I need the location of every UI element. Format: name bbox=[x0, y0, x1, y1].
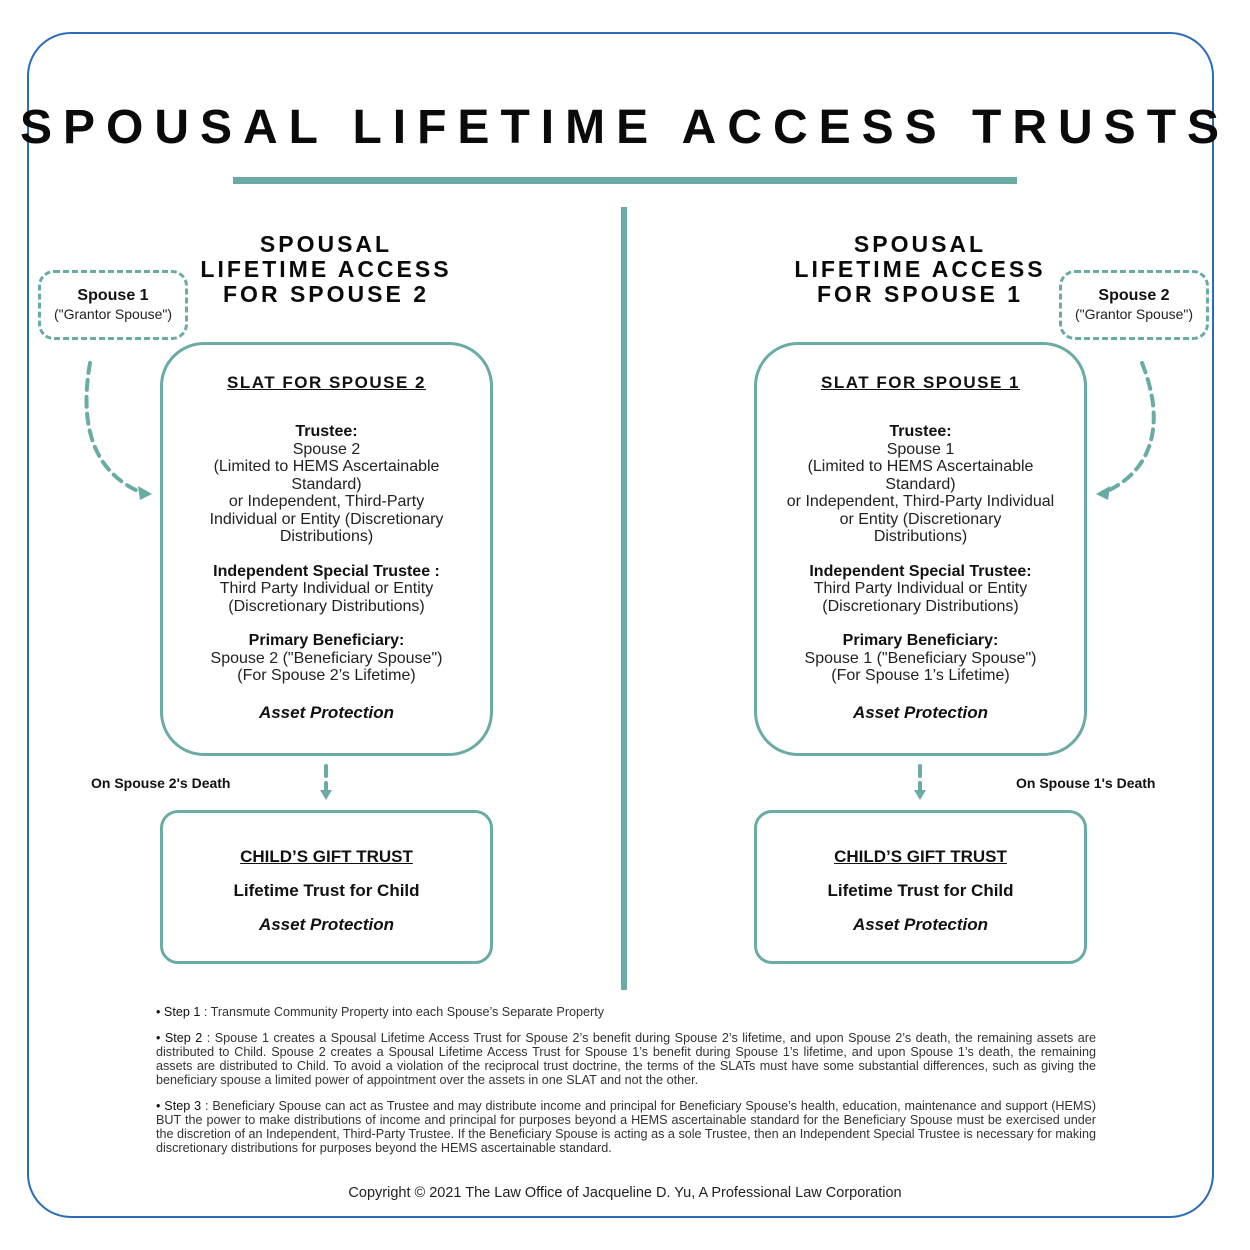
step-text: Transmute Community Property into each Spouse’s Separate Property bbox=[210, 1005, 605, 1019]
right-grantor-role: ("Grantor Spouse") bbox=[1074, 306, 1194, 322]
right-special-trustee-label: Independent Special Trustee: bbox=[809, 562, 1032, 580]
left-trustee-line: Standard) bbox=[291, 475, 362, 493]
right-child-trust-title: CHILD’S GIFT TRUST bbox=[834, 847, 1007, 866]
left-down-arrowhead-icon bbox=[320, 790, 332, 800]
left-curved-arrowhead-icon bbox=[138, 486, 152, 500]
left-heading-line-2: LIFETIME ACCESS bbox=[200, 256, 452, 282]
step-text: Beneficiary Spouse can act as Trustee and may distribute income and principal for Beneficiary Spouse’s health, education, maintenance and support (HEMS) BUT the power to make distributions of income and principal for purposes beyond a HEMS ascertainable standard for the Beneficiary Spouse must be exercised under the discretion of an Independent, Third-Party Trustee. If the Beneficiary Spouse is acting as a sole Trustee, then an Independent Special Trustee is necessary for making discretionary distributions for purposes beyond the HEMS ascertainable standard. bbox=[156, 1099, 1097, 1155]
step-separator: : bbox=[201, 1099, 213, 1113]
step-3 bbox=[156, 1099, 1096, 1155]
left-slat-asset-protection: Asset Protection bbox=[258, 702, 395, 722]
left-trustee-line: or Independent, Third-Party bbox=[228, 493, 425, 510]
step-separator: : bbox=[200, 1005, 211, 1019]
step-label: Step 3 bbox=[164, 1099, 202, 1113]
left-special-trustee-label: Independent Special Trustee : bbox=[213, 562, 440, 580]
right-special-trustee-line: Third Party Individual or Entity bbox=[813, 580, 1028, 597]
step-1 bbox=[156, 1005, 1096, 1019]
right-heading-line-1: SPOUSAL bbox=[853, 231, 987, 257]
page-title: SPOUSAL LIFETIME ACCESS TRUSTS bbox=[19, 101, 1231, 154]
left-grantor-role: ("Grantor Spouse") bbox=[53, 306, 173, 322]
right-trustee-line: or Entity (Discretionary bbox=[839, 510, 1002, 528]
right-trustee-line: Distributions) bbox=[873, 528, 968, 545]
left-beneficiary-label: Primary Beneficiary: bbox=[248, 632, 405, 649]
left-special-trustee-line: Third Party Individual or Entity bbox=[219, 580, 434, 597]
right-special-trustee-line: (Discretionary Distributions) bbox=[822, 597, 1019, 615]
bullet-icon: • bbox=[156, 1099, 161, 1113]
right-beneficiary-label: Primary Beneficiary: bbox=[842, 632, 999, 649]
step-separator: : bbox=[202, 1031, 215, 1045]
left-heading-line-3: FOR SPOUSE 2 bbox=[223, 281, 429, 307]
step-2 bbox=[156, 1031, 1096, 1087]
right-slat-asset-protection: Asset Protection bbox=[852, 702, 989, 722]
left-child-trust-title: CHILD’S GIFT TRUST bbox=[240, 847, 413, 866]
right-trustee-line: (Limited to HEMS Ascertainable bbox=[807, 458, 1034, 475]
left-heading-line-1: SPOUSAL bbox=[259, 231, 393, 257]
step-text: Spouse 1 creates a Spousal Lifetime Access Trust for Spouse 2’s benefit during Spouse 2’s lifetime, and upon Spouse 2’s death, the remaining assets are distributed to Child. Spouse 2 creates a Spousal Lifetime Access Trust for Spouse 1’s benefit during Spouse 1’s lifetime, and upon Spouse 1’s death, the remaining assets are distributed to Child. To avoid a violation of the reciprocal trust doctrine, the terms of the SLATs must have some substantial differences, such as giving the beneficiary spouse a limited power of appointment over the assets in one SLAT and not the other. bbox=[156, 1031, 1096, 1087]
right-down-arrowhead-icon bbox=[914, 790, 926, 800]
right-grantor-curved-arrow bbox=[1105, 363, 1154, 492]
right-child-asset-protection: Asset Protection bbox=[852, 915, 989, 934]
step-label: Step 1 bbox=[163, 1005, 201, 1019]
right-trustee-label: Trustee: bbox=[889, 423, 952, 440]
left-beneficiary-line: Spouse 2 ("Beneficiary Spouse") bbox=[210, 649, 443, 667]
left-trustee-line: (Limited to HEMS Ascertainable bbox=[213, 458, 440, 475]
right-death-label: On Spouse 1's Death bbox=[1016, 775, 1156, 791]
right-beneficiary-line: Spouse 1 ("Beneficiary Spouse") bbox=[804, 649, 1037, 667]
left-trustee-label: Trustee: bbox=[295, 423, 358, 440]
left-child-trust-subtitle: Lifetime Trust for Child bbox=[233, 881, 420, 900]
right-grantor-name: Spouse 2 bbox=[1098, 287, 1170, 304]
copyright-notice: Copyright © 2021 The Law Office of Jacqueline D. Yu, A Professional Law Corporation bbox=[348, 1185, 902, 1201]
steps-notes bbox=[156, 1005, 1096, 1167]
left-slat-title: SLAT FOR SPOUSE 2 bbox=[227, 373, 426, 392]
right-trustee-line: or Independent, Third-Party Individual bbox=[786, 493, 1055, 510]
left-grantor-name: Spouse 1 bbox=[77, 287, 149, 304]
left-child-asset-protection: Asset Protection bbox=[258, 915, 395, 934]
right-child-trust-subtitle: Lifetime Trust for Child bbox=[827, 881, 1014, 900]
bullet-icon: • bbox=[156, 1031, 161, 1045]
left-death-label: On Spouse 2's Death bbox=[91, 775, 231, 791]
right-beneficiary-line: (For Spouse 1’s Lifetime) bbox=[831, 667, 1010, 684]
right-trustee-line: Standard) bbox=[885, 475, 956, 493]
step-label: Step 2 bbox=[164, 1031, 203, 1045]
right-heading-line-3: FOR SPOUSE 1 bbox=[817, 281, 1023, 307]
bullet-icon: • bbox=[156, 1005, 161, 1019]
left-beneficiary-line: (For Spouse 2’s Lifetime) bbox=[237, 667, 416, 684]
left-trustee-line: Spouse 2 bbox=[292, 440, 361, 458]
left-trustee-line: Distributions) bbox=[279, 528, 374, 545]
right-heading-line-2: LIFETIME ACCESS bbox=[794, 256, 1046, 282]
left-special-trustee-line: (Discretionary Distributions) bbox=[228, 597, 425, 615]
left-trustee-line: Individual or Entity (Discretionary bbox=[209, 510, 444, 528]
left-grantor-curved-arrow bbox=[87, 363, 140, 492]
right-curved-arrowhead-icon bbox=[1096, 486, 1110, 500]
right-slat-title: SLAT FOR SPOUSE 1 bbox=[821, 373, 1020, 392]
right-trustee-line: Spouse 1 bbox=[886, 440, 955, 458]
